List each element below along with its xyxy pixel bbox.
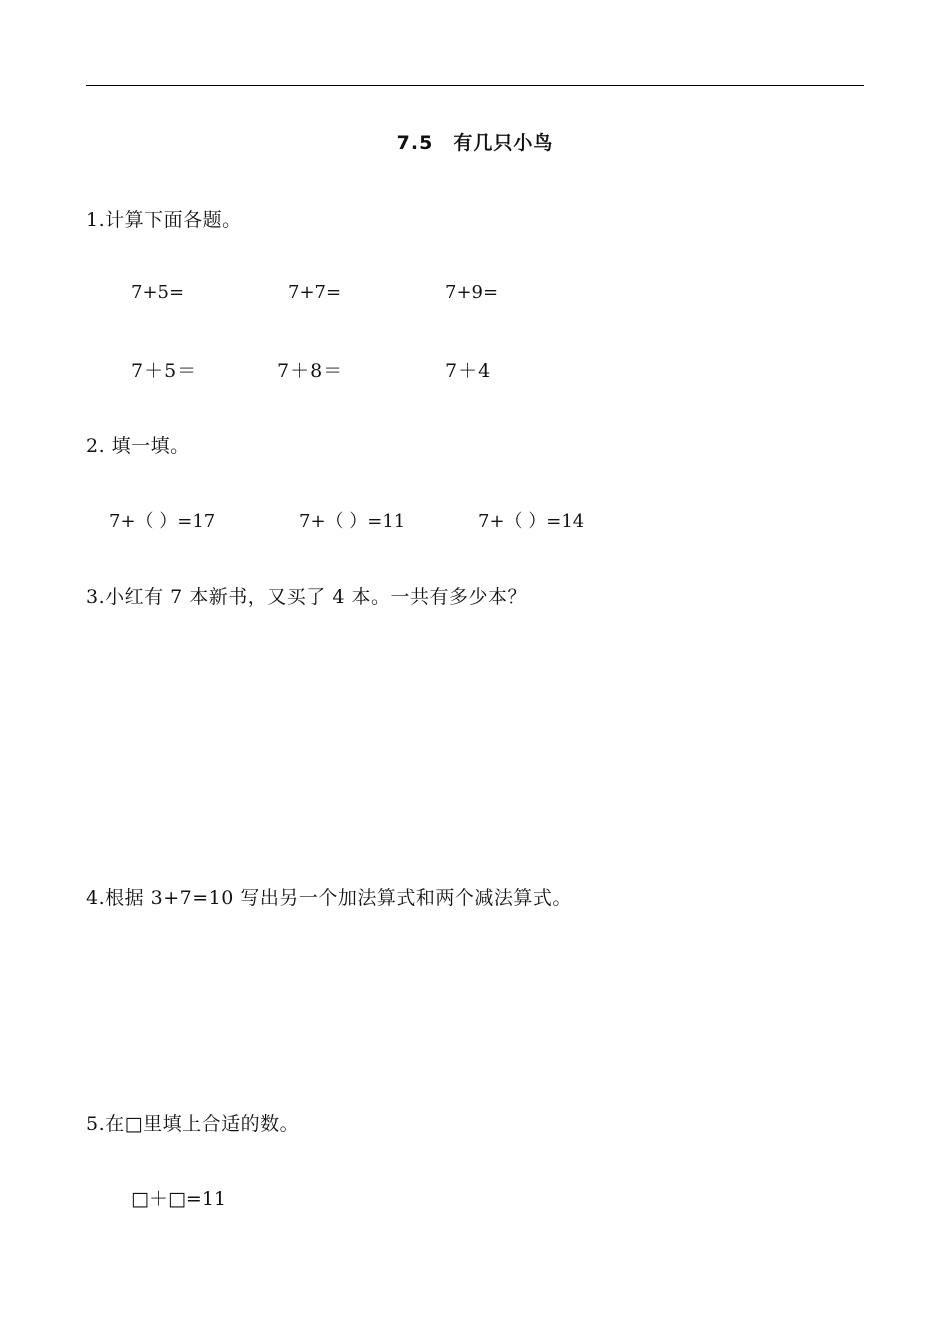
q1-expr-5: 7＋8＝ bbox=[277, 360, 344, 382]
question-4-heading: 4.根据 3+7=10 写出另一个加法算式和两个减法算式。 bbox=[86, 887, 572, 909]
q2-fill-3: 7+（ ）=14 bbox=[478, 511, 585, 532]
question-3-heading: 3.小红有 7 本新书，又买了 4 本。一共有多少本？ bbox=[86, 586, 527, 608]
q5-box-expression: □＋□=11 bbox=[131, 1188, 227, 1210]
q1-expr-6: 7＋4 bbox=[445, 360, 492, 382]
q1-expr-3: 7+9= bbox=[445, 282, 499, 303]
q2-fill-1: 7+（ ）=17 bbox=[109, 511, 216, 532]
question-2-heading: 2. 填一填。 bbox=[86, 435, 190, 457]
q1-expr-4: 7＋5＝ bbox=[131, 360, 198, 382]
q1-expr-1: 7+5= bbox=[131, 282, 185, 303]
question-5-heading: 5.在□里填上合适的数。 bbox=[86, 1113, 300, 1135]
question-1-heading: 1.计算下面各题。 bbox=[86, 209, 242, 231]
page-title: 7.5 有几只小鸟 bbox=[396, 132, 554, 154]
q1-expr-2: 7+7= bbox=[288, 282, 342, 303]
top-rule bbox=[86, 85, 864, 86]
q2-fill-2: 7+（ ）=11 bbox=[299, 511, 406, 532]
